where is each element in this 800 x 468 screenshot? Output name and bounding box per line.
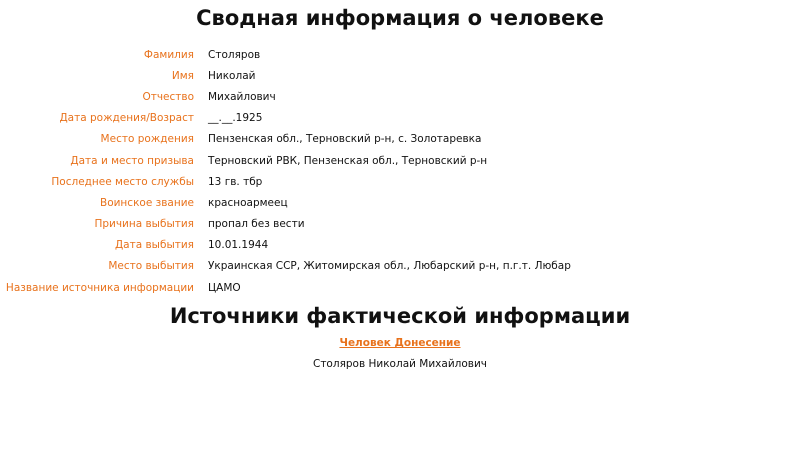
field-label: Отчество: [142, 90, 194, 103]
info-row-patronymic: [0, 86, 571, 107]
field-label: Дата рождения/Возраст: [59, 112, 194, 125]
field-label: Название источника информации: [5, 281, 194, 294]
field-value: Терновский РВК, Пензенская обл., Терновский р-н: [208, 154, 488, 167]
field-value: Михайлович: [208, 90, 276, 103]
field-value: пропал без вести: [208, 218, 305, 231]
field-value: Николай: [208, 69, 256, 82]
info-row-surname: [0, 44, 571, 65]
person-info-table: [0, 44, 571, 298]
field-label: Место рождения: [100, 133, 194, 146]
field-label: Место выбытия: [108, 260, 194, 273]
info-row-last-service: [0, 171, 571, 192]
page-title: Сводная информация о человеке: [196, 6, 604, 30]
field-label: Воинское звание: [99, 196, 194, 209]
field-value: красноармеец: [208, 196, 288, 209]
field-label: Последнее место службы: [51, 175, 194, 188]
field-label: Имя: [171, 69, 194, 82]
info-row-loss-reason: [0, 214, 571, 235]
info-row-source: [0, 277, 571, 298]
field-value: 13 гв. тбр: [208, 175, 263, 188]
field-value: Украинская ССР, Житомирская обл., Любарский р-н, п.г.т. Любар: [208, 260, 571, 273]
field-label: Причина выбытия: [94, 218, 194, 231]
field-value: ЦАМО: [208, 281, 241, 294]
field-label: Фамилия: [143, 48, 194, 61]
sources-title: Источники фактической информации: [169, 304, 631, 329]
info-row-birth-place: [0, 129, 571, 150]
source-document-link[interactable]: Человек Донесение: [339, 337, 461, 350]
field-value: Столяров: [208, 48, 261, 61]
info-row-rank: [0, 192, 571, 213]
field-value: Пензенская обл., Терновский р-н, с. Золотаревка: [208, 133, 482, 146]
field-label: Дата и место призыва: [70, 154, 194, 167]
info-row-conscription: [0, 150, 571, 171]
field-value: 10.01.1944: [208, 239, 269, 252]
field-label: Дата выбытия: [114, 239, 194, 252]
info-row-birth-date: [0, 108, 571, 129]
source-person-name: Столяров Николай Михайлович: [312, 358, 487, 371]
info-row-first-name: [0, 65, 571, 86]
info-row-loss-place: [0, 256, 571, 277]
field-value: __.__.1925: [208, 112, 263, 125]
info-row-loss-date: [0, 235, 571, 256]
